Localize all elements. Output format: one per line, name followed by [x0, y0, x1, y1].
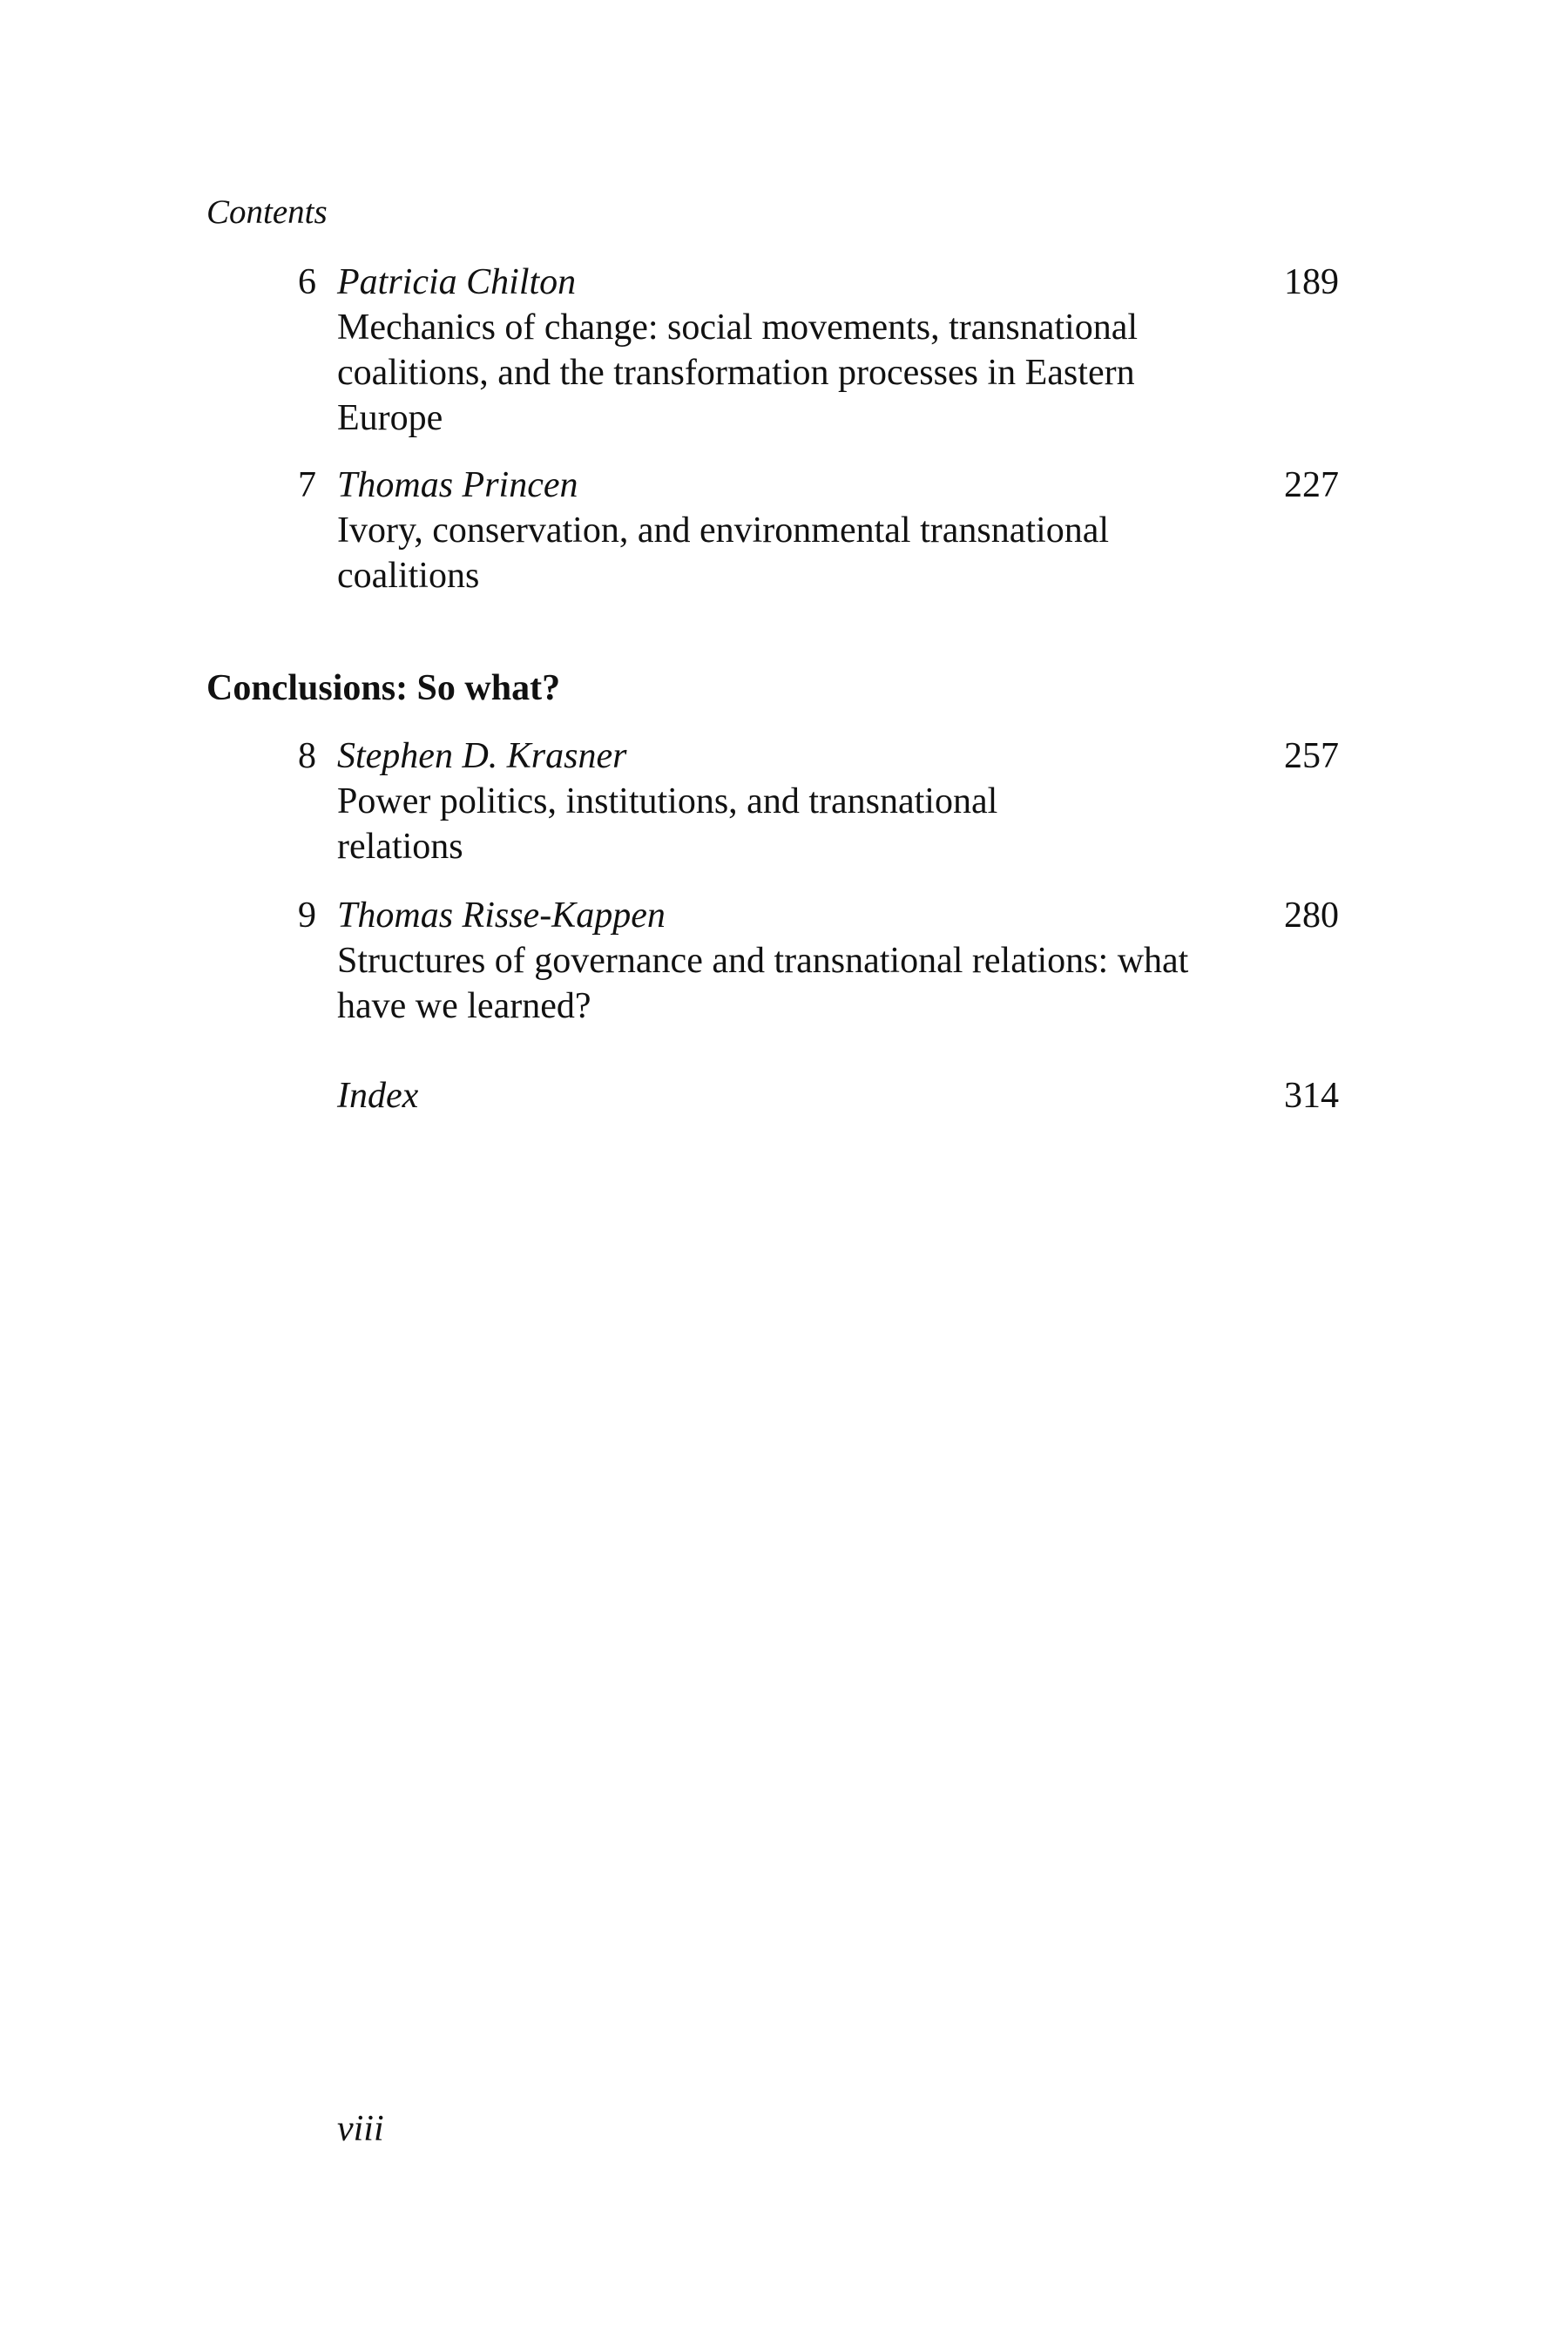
chapter-title: Structures of governance and transnational relations: what have we learned? — [337, 941, 1189, 1026]
section-heading: Conclusions: So what? — [206, 668, 561, 708]
toc-entry-index[interactable] — [206, 1073, 1339, 1119]
entry-body — [337, 733, 1208, 869]
entry-body — [337, 893, 1208, 1029]
running-head: Contents — [206, 193, 328, 231]
entry-body — [337, 463, 1208, 598]
toc-entry-9[interactable] — [206, 893, 1339, 1032]
page-number: 257 — [1284, 736, 1339, 776]
chapter-title: Mechanics of change: social movements, transnational coalitions, and the transformation processes in Eastern Europe — [337, 308, 1139, 438]
page-number: 280 — [1284, 896, 1339, 936]
toc-entry-6[interactable] — [206, 260, 1339, 443]
chapter-author: Patricia Chilton — [337, 262, 577, 302]
chapter-number: 6 — [298, 262, 316, 302]
entry-body — [337, 260, 1208, 441]
chapter-number: 9 — [298, 896, 316, 936]
toc-entry-7[interactable] — [206, 463, 1339, 602]
entry-body — [337, 1073, 1208, 1119]
chapter-author: Thomas Risse-Kappen — [337, 896, 666, 936]
page-number: 189 — [1284, 262, 1339, 302]
index-label: Index — [337, 1076, 419, 1116]
toc-entry-8[interactable] — [206, 733, 1339, 873]
chapter-title: Power politics, institutions, and transnational relations — [337, 781, 998, 867]
chapter-author: Stephen D. Krasner — [337, 736, 627, 776]
page-number: 227 — [1284, 465, 1339, 505]
chapter-author: Thomas Princen — [337, 465, 578, 505]
chapter-number: 7 — [298, 465, 316, 505]
page-number: 314 — [1284, 1076, 1339, 1116]
chapter-title: Ivory, conservation, and environmental transnational coalitions — [337, 510, 1109, 596]
chapter-number: 8 — [298, 736, 316, 776]
page-folio: viii — [337, 2109, 384, 2149]
